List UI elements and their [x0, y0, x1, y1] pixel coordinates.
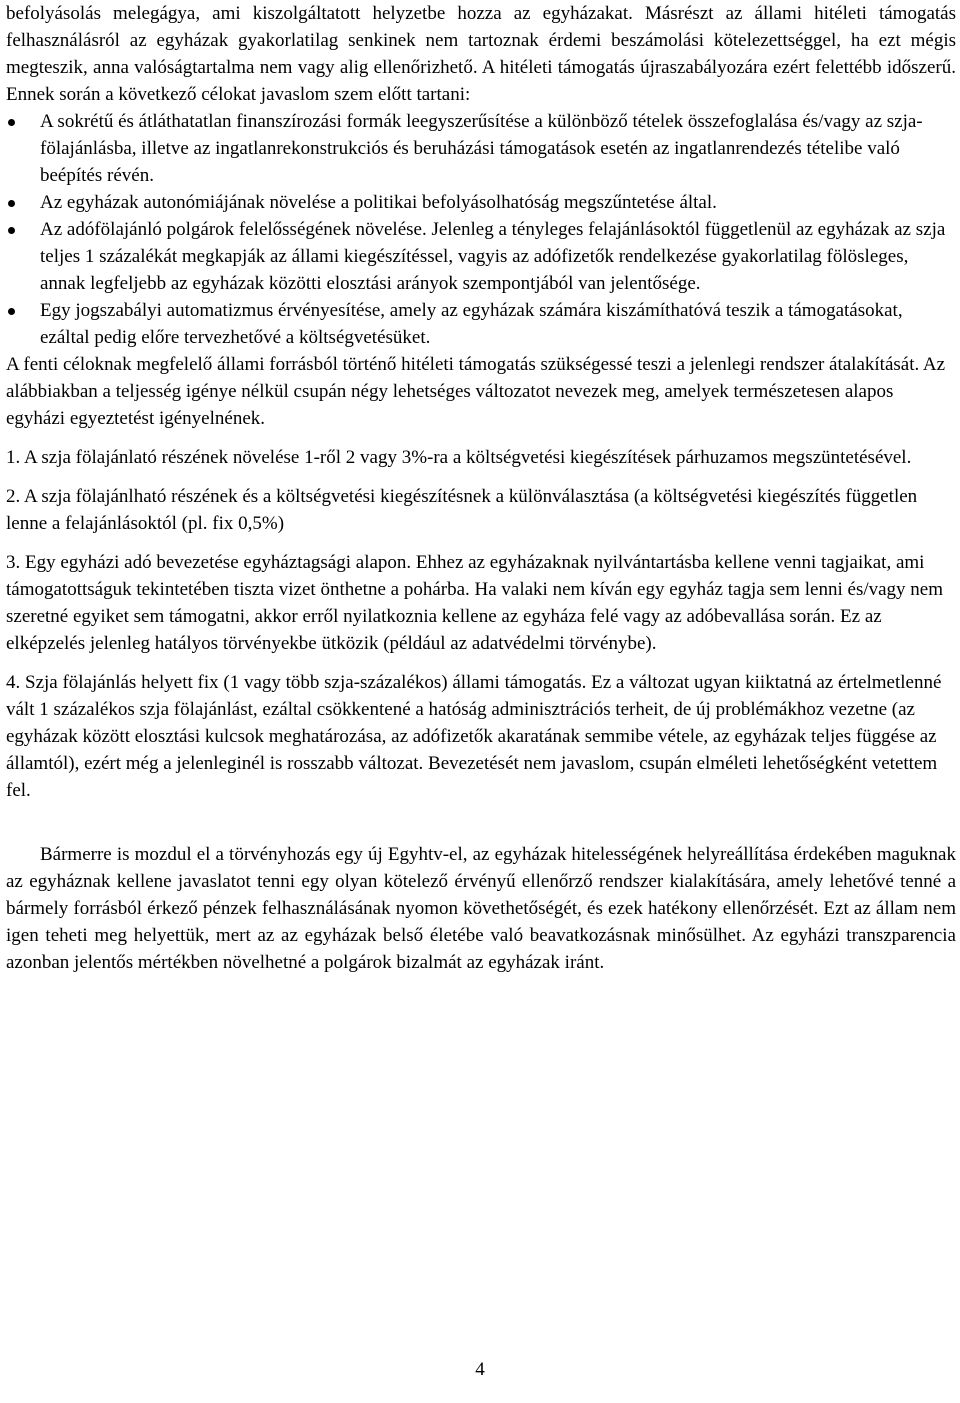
option-2-paragraph: 2. A szja fölajánlható részének és a költségvetési kiegészítésnek a különválasztása (a költségvetési kiegészítés független lenne a felajánlásoktól (pl. fix 0,5%) — [6, 486, 918, 534]
bullet-icon — [8, 308, 15, 315]
list-item-text: Egy jogszabályi automatizmus érvényesítése, amely az egyházak számára kiszámíthatóvá teszik a támogatásokat, ezáltal pedig előre tervezhetővé a költségvetésüket. — [40, 300, 903, 348]
intro-paragraph: befolyásolás melegágya, ami kiszolgáltatott helyzetbe hozza az egyházakat. Másrészt az állami hitéleti támogatás felhasználásról az egyházak gyakorlatilag senkinek nem tartoznak érdemi beszámolási kötelezettséggel, ha ezt mégis megteszik, anna valóságtartalma nem vagy alig ellenőrizhető. A hitéleti támogatás újraszabályozára ezért felettébb időszerű. Ennek során a következő célokat javaslom szem előtt tartani: — [6, 3, 956, 105]
list-item — [6, 216, 956, 297]
bullet-icon — [8, 200, 15, 207]
list-item — [6, 108, 956, 189]
after-goals-paragraph: A fenti céloknak megfelelő állami forrásból történő hitéleti támogatás szükségessé teszi a jelenlegi rendszer átalakítását. Az alábbiakban a teljesség igénye nélkül csupán négy lehetséges változatot nevezek meg, amelyek természetesen alapos egyházi egyeztetést igényelnének. — [6, 354, 946, 429]
list-item — [6, 189, 956, 216]
bullet-icon — [8, 227, 15, 234]
bullet-icon — [8, 119, 15, 126]
option-4-paragraph: 4. Szja fölajánlás helyett fix (1 vagy több szja-százalékos) állami támogatás. Ez a változat ugyan kiiktatná az értelmetlenné vált 1 százalékos szja fölajánlást, ezáltal csökkentené a hatóság adminisztrációs terheit, de új problémákhoz vezetne (az egyházak között elosztási kulcsok meghatározása, az adófizetők akaratának semmibe vétele, az egyházak teljes függése az államtól), ezért még a jelenleginél is rosszabb változat. Bevezetését nem javaslom, csupán elméleti lehetőségként vetettem fel. — [6, 672, 942, 801]
list-item-text: Az egyházak autonómiájának növelése a politikai befolyásolhatóság megszűntetése által. — [40, 192, 717, 213]
goals-list — [6, 108, 956, 351]
list-item — [6, 297, 956, 351]
list-item-text: Az adófölajánló polgárok felelősségének növelése. Jelenleg a tényleges felajánlásoktól függetlenül az egyházak az szja teljes 1 százalékát megkapják az állami kiegészítéssel, vagyis az adófizetők rendelkezése gyakorlatilag fölösleges, annak legfeljebb az egyházak közötti elosztási arányok szempontjából van jelentősége. — [40, 219, 946, 294]
page-number: 4 — [475, 1359, 485, 1380]
list-item-text: A sokrétű és átláthatatlan finanszírozási formák leegyszerűsítése a különböző tételek összefoglalása és/vagy az szja-fölajánlásba, illetve az ingatlanrekonstrukciós és beruházási támogatások esetén az ingatlanrendezés tételibe való beépítés révén. — [40, 111, 923, 186]
document-page — [6, 0, 956, 976]
closing-paragraph: Bármerre is mozdul el a törvényhozás egy új Egyhtv-el, az egyházak hitelességének helyreállítása érdekében maguknak az egyháznak kellene javaslatot tenni egy olyan kötelező érvényű ellenőrző rendszer kialakítására, amely lehetővé tenné a bármely forrásból érkező pénzek felhasználásának nyomon követhetőségét, és ezek hatékony ellenőrzését. Ezt az állam nem igen teheti meg helyettük, mert az az egyházak belső életébe való beavatkozásnak minősülhet. Az egyházi transzparencia azonban jelentős mértékben növelhetné a polgárok bizalmát az egyházak iránt. — [6, 844, 956, 973]
option-1-paragraph: 1. A szja fölajánlató részének növelése 1-ről 2 vagy 3%-ra a költségvetési kiegészítések párhuzamos megszüntetésével. — [6, 447, 912, 468]
option-3-paragraph: 3. Egy egyházi adó bevezetése egyháztagsági alapon. Ehhez az egyházaknak nyilvántartásba kellene venni tagjaikat, ami támogatottságuk tekintetében tiszta vizet önthetne a pohárba. Ha valaki nem kíván egy egyház tagja sem lenni és/vagy nem szeretné egyiket sem támogatni, akkor erről nyilatkoznia kellene az egyháza felé vagy az adóbevallása során. Ez az elképzelés jelenleg hatályos törvényekbe ütközik (például az adatvédelmi törvénybe). — [6, 552, 944, 654]
